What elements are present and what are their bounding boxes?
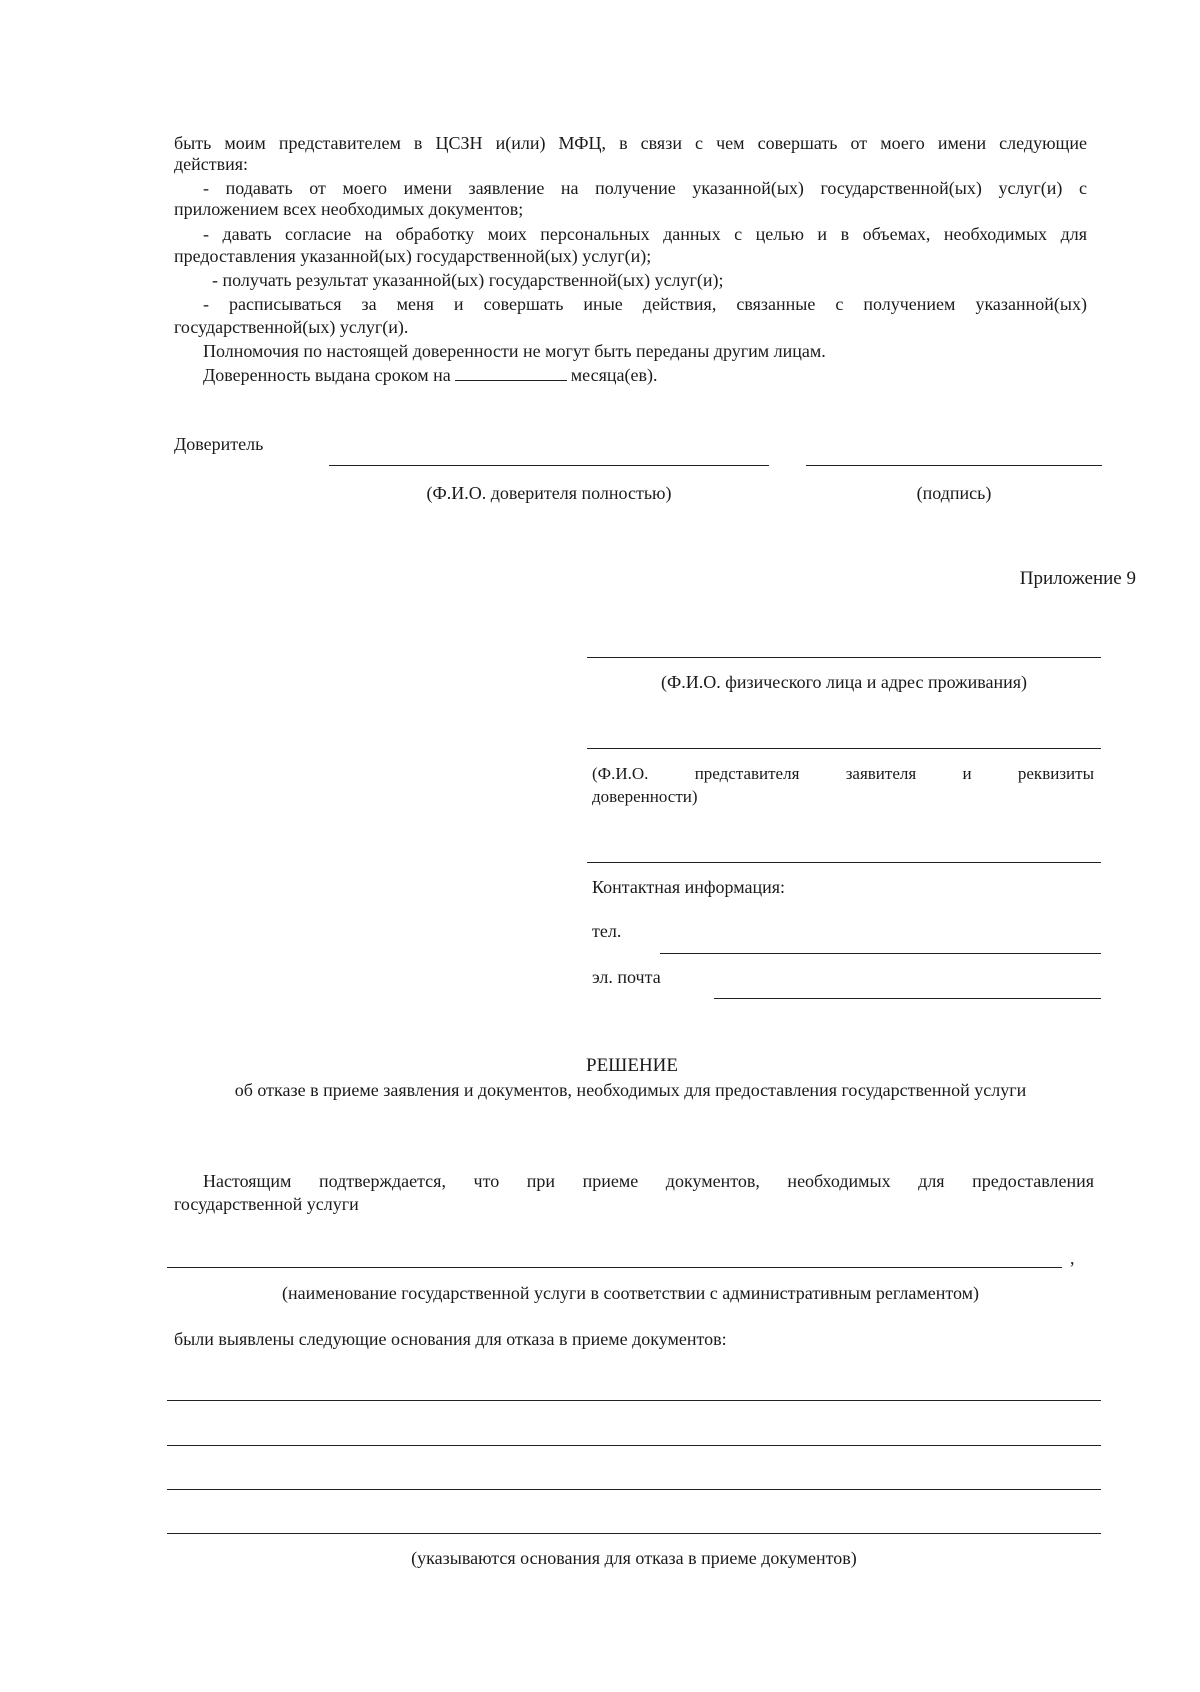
principal-signature-caption: (подпись) bbox=[916, 483, 992, 503]
poa-line-11 bbox=[203, 364, 657, 387]
poa-line-1: быть моим представителем в ЦСЗН и(или) МФЦ, в связи с чем совершать от моего имени следующие bbox=[174, 133, 1087, 153]
principal-fio-line bbox=[329, 465, 769, 466]
poa-line-2: действия: bbox=[174, 154, 249, 174]
grounds-caption: (указываются основания для отказа в приеме документов) bbox=[411, 1548, 857, 1568]
poa-line-4: приложением всех необходимых документов; bbox=[174, 199, 524, 219]
grounds-line-3 bbox=[167, 1489, 1101, 1490]
phone-line bbox=[660, 953, 1101, 954]
term-blank-line bbox=[455, 365, 567, 381]
principal-signature-line bbox=[806, 465, 1102, 466]
email-line bbox=[714, 998, 1101, 999]
poa-line-9: государственной(ых) услуг(и). bbox=[174, 317, 409, 337]
poa-term-unit: месяца(ев). bbox=[570, 365, 658, 385]
service-caption: (наименование государственной услуги в соответствии с административным регламентом) bbox=[282, 1283, 979, 1303]
email-label: эл. почта bbox=[592, 967, 661, 987]
decision-body-line-1: Настоящим подтверждается, что при приеме документов, необходимых для предоставления bbox=[203, 1171, 1094, 1191]
representative-line bbox=[587, 748, 1101, 749]
representative-caption-l1: (Ф.И.О. представителя заявителя и реквизиты bbox=[592, 764, 1094, 783]
poa-line-8: - расписываться за меня и совершать иные действия, связанные с получением указанной(ых) bbox=[203, 294, 1087, 314]
representative-caption-l2: доверенности) bbox=[592, 787, 698, 806]
grounds-line-2 bbox=[167, 1445, 1101, 1446]
poa-line-10: Полномочия по настоящей доверенности не могут быть переданы другим лицам. bbox=[203, 341, 826, 361]
appendix-title: Приложение 9 bbox=[1019, 568, 1136, 589]
principal-fio-caption: (Ф.И.О. доверителя полностью) bbox=[426, 483, 672, 503]
grounds-intro: были выявлены следующие основания для отказа в приеме документов: bbox=[174, 1329, 727, 1349]
decision-body-line-2: государственной услуги bbox=[174, 1194, 359, 1214]
service-line-comma: , bbox=[1070, 1248, 1075, 1268]
decision-subheading: об отказе в приеме заявления и документов, необходимых для предоставления государственной услуги bbox=[234, 1080, 1027, 1100]
poa-line-5: - давать согласие на обработку моих персональных данных с целью и в объемах, необходимых для bbox=[203, 224, 1087, 244]
poa-term-label: Доверенность выдана сроком на bbox=[203, 365, 451, 385]
grounds-line-1 bbox=[167, 1400, 1101, 1401]
poa-line-6: предоставления указанной(ых) государственной(ых) услуг(и); bbox=[174, 246, 652, 266]
extra-line bbox=[587, 862, 1101, 863]
principal-label: Доверитель bbox=[174, 434, 264, 454]
phone-label: тел. bbox=[592, 921, 622, 941]
poa-line-3: - подавать от моего имени заявление на получение указанной(ых) государственной(ых) услуг(и) с bbox=[203, 178, 1087, 198]
person-caption: (Ф.И.О. физического лица и адрес проживания) bbox=[661, 672, 1027, 692]
person-line bbox=[587, 657, 1101, 658]
contact-label: Контактная информация: bbox=[592, 877, 786, 897]
grounds-line-4 bbox=[167, 1533, 1101, 1534]
poa-line-7: - получать результат указанной(ых) государственной(ых) услуг(и); bbox=[212, 270, 724, 290]
service-name-line bbox=[167, 1267, 1062, 1268]
decision-heading: РЕШЕНИЕ bbox=[586, 1055, 678, 1076]
